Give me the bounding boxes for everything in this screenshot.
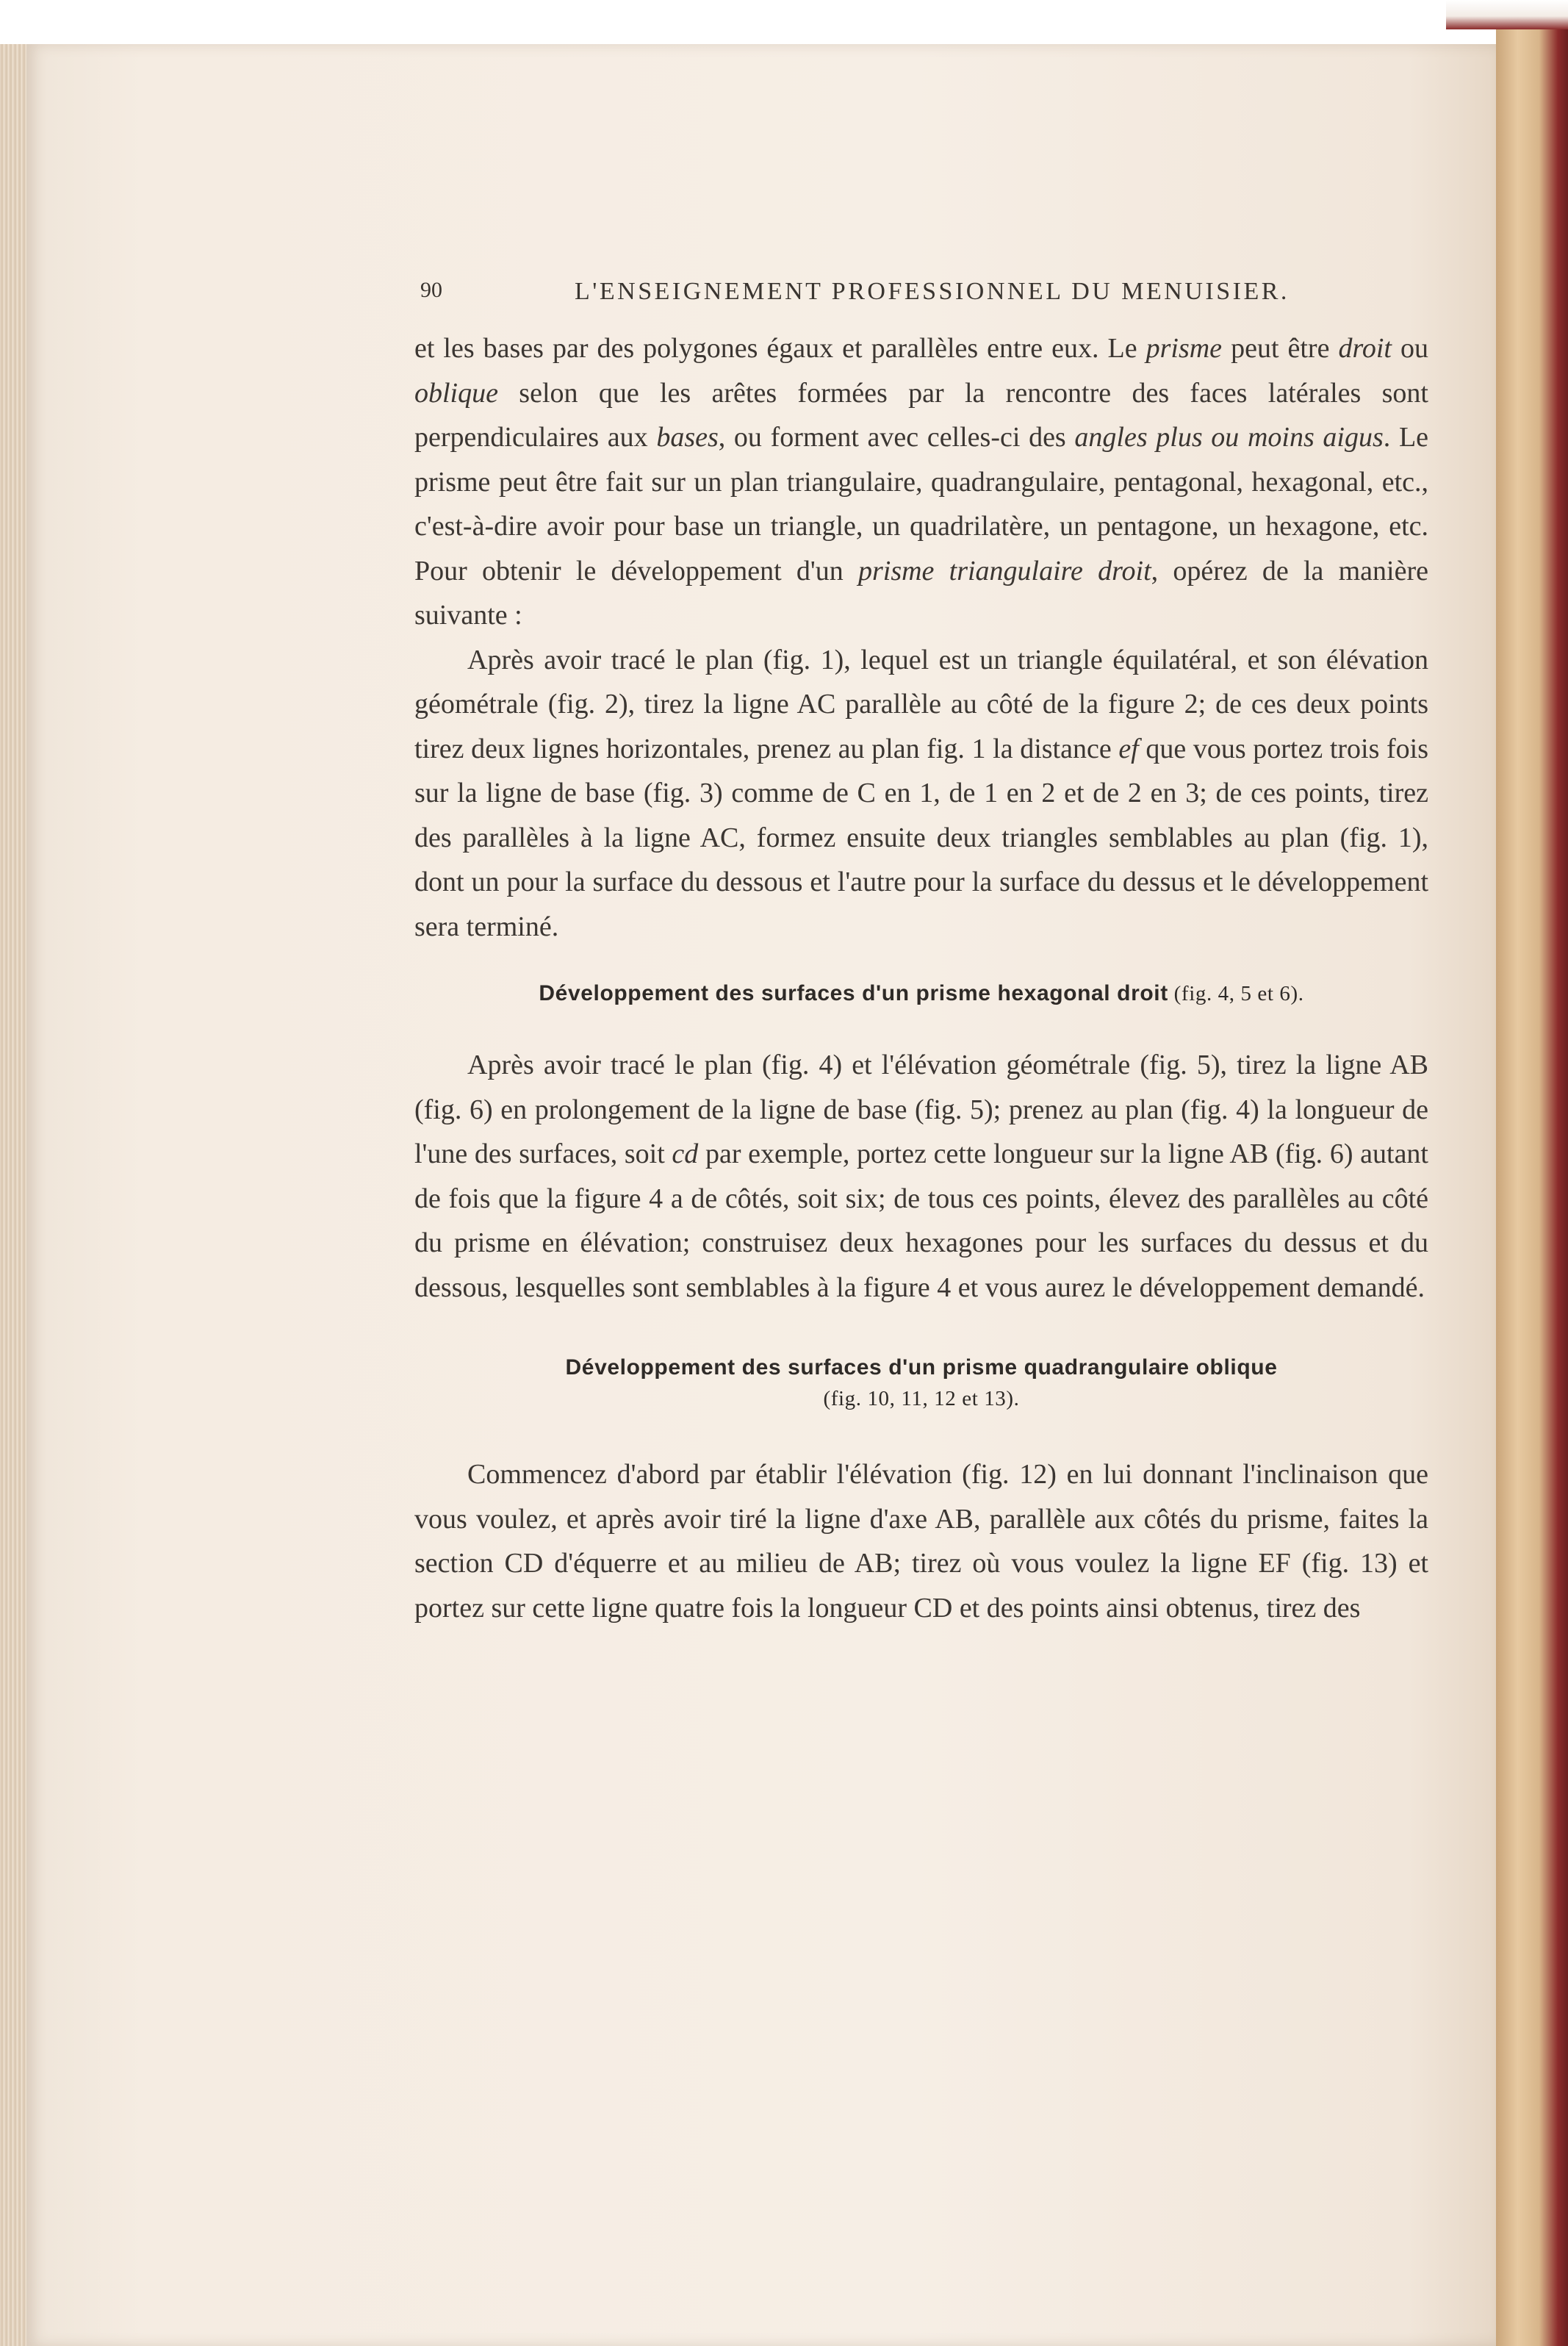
book-cover-top [1446,0,1568,29]
section-heading-hexagonal [414,978,1428,1009]
page-body [414,326,1428,1630]
section-heading-figure-ref: (fig. 4, 5 et 6). [1168,982,1304,1005]
text-run: Après avoir tracé le plan (fig. 4) et l'élévation géométrale (fig. 5), tirez la ligne AB (fig. 6) en prolongement de la ligne de base (fig. 5); prenez au plan (fig. 4) la longueur de l'une des surfaces, soit [414,1050,1428,1169]
paragraph-2 [414,638,1428,950]
text-run: . Le prisme peut être fait sur un plan triangulaire, quadrangulaire, pentagonal, hexagonal, etc., c'est-à-dire avoir pour base un triangle, un quadrilatère, un pentagone, un hexagone, etc. Pour obtenir le développement d'un [414,422,1429,586]
text-run: que vous portez trois fois sur la ligne de base (fig. 3) comme de C en 1, de 1 en 2 et de 2 en 3; de ces points, tirez des parallèles à la ligne AC, formez ensuite deux triangles semblables au plan (fig. 1), dont un pour la surface du dessous et l'autre pour la surface du dessus et le développement sera terminé. [414,733,1428,942]
paragraph-4 [414,1452,1428,1630]
spacer [414,1414,1428,1452]
text-run: selon que les arêtes formées par la rencontre des faces latérales sont perpendiculaires aux [414,377,1428,453]
text-run: Après avoir tracé le plan (fig. 1), lequel est un triangle équilatéral, et son élévation géométrale (fig. 2), tirez la ligne AC parallèle au côté de la figure 2; de ces deux points tirez deux lignes horizontales, prenez au plan fig. 1 la distance [414,644,1428,764]
text-run: ou [1391,333,1428,364]
paragraph-1 [414,326,1428,638]
text-run: peut être [1222,333,1339,364]
italic-term: cd [672,1138,699,1169]
section-heading-figure-ref: (fig. 10, 11, 12 et 13). [823,1387,1020,1410]
paragraph-3 [414,1043,1428,1310]
book-cover-edge [1496,29,1568,2346]
text-run: et les bases par des polygones égaux et parallèles entre eux. Le [414,333,1146,364]
text-run: , opérez de la manière suivante : [414,555,1428,631]
section-heading-text: Développement des surfaces d'un prisme quadrangulaire oblique [565,1355,1278,1380]
text-run: Commencez d'abord par établir l'élévation (fig. 12) en lui donnant l'inclinaison que vous voulez, et après avoir tiré la ligne d'axe AB, parallèle aux côtés du prisme, faites la section CD d'équerre et au milieu de AB; tirez où vous voulez la ligne EF (fig. 13) et portez sur cette ligne quatre fois la longueur CD et des points ainsi obtenus, tirez des [414,1459,1428,1624]
running-header [420,278,1339,315]
section-heading-text: Développement des surfaces d'un prisme hexagonal droit [539,981,1168,1005]
italic-term: angles plus ou moins aigus [1074,422,1384,453]
spacer [414,949,1428,978]
italic-term: ef [1118,733,1139,764]
italic-term: oblique [414,377,498,409]
section-heading-quadrangular [414,1352,1428,1414]
spacer [414,1310,1428,1352]
italic-term: prisme triangulaire droit [857,555,1151,586]
text-run: , ou forment avec celles-ci des [718,422,1075,453]
running-title: L'ENSEIGNEMENT PROFESSIONNEL DU MENUISIER. [575,278,1290,305]
text-run: par exemple, portez cette longueur sur la ligne AB (fig. 6) autant de fois que la figure 4 a de côtés, soit six; de tous ces points, élevez des parallèles au côté du prisme en élévation; construisez deux hexagones pour les surfaces du dessus et du dessous, lesquelles sont semblables à la figure 4 et vous aurez le développement demandé. [414,1138,1428,1303]
spacer [414,1009,1428,1043]
page-number: 90 [420,278,442,302]
italic-term: bases [656,422,719,453]
italic-term: droit [1338,333,1392,364]
italic-term: prisme [1146,333,1223,364]
